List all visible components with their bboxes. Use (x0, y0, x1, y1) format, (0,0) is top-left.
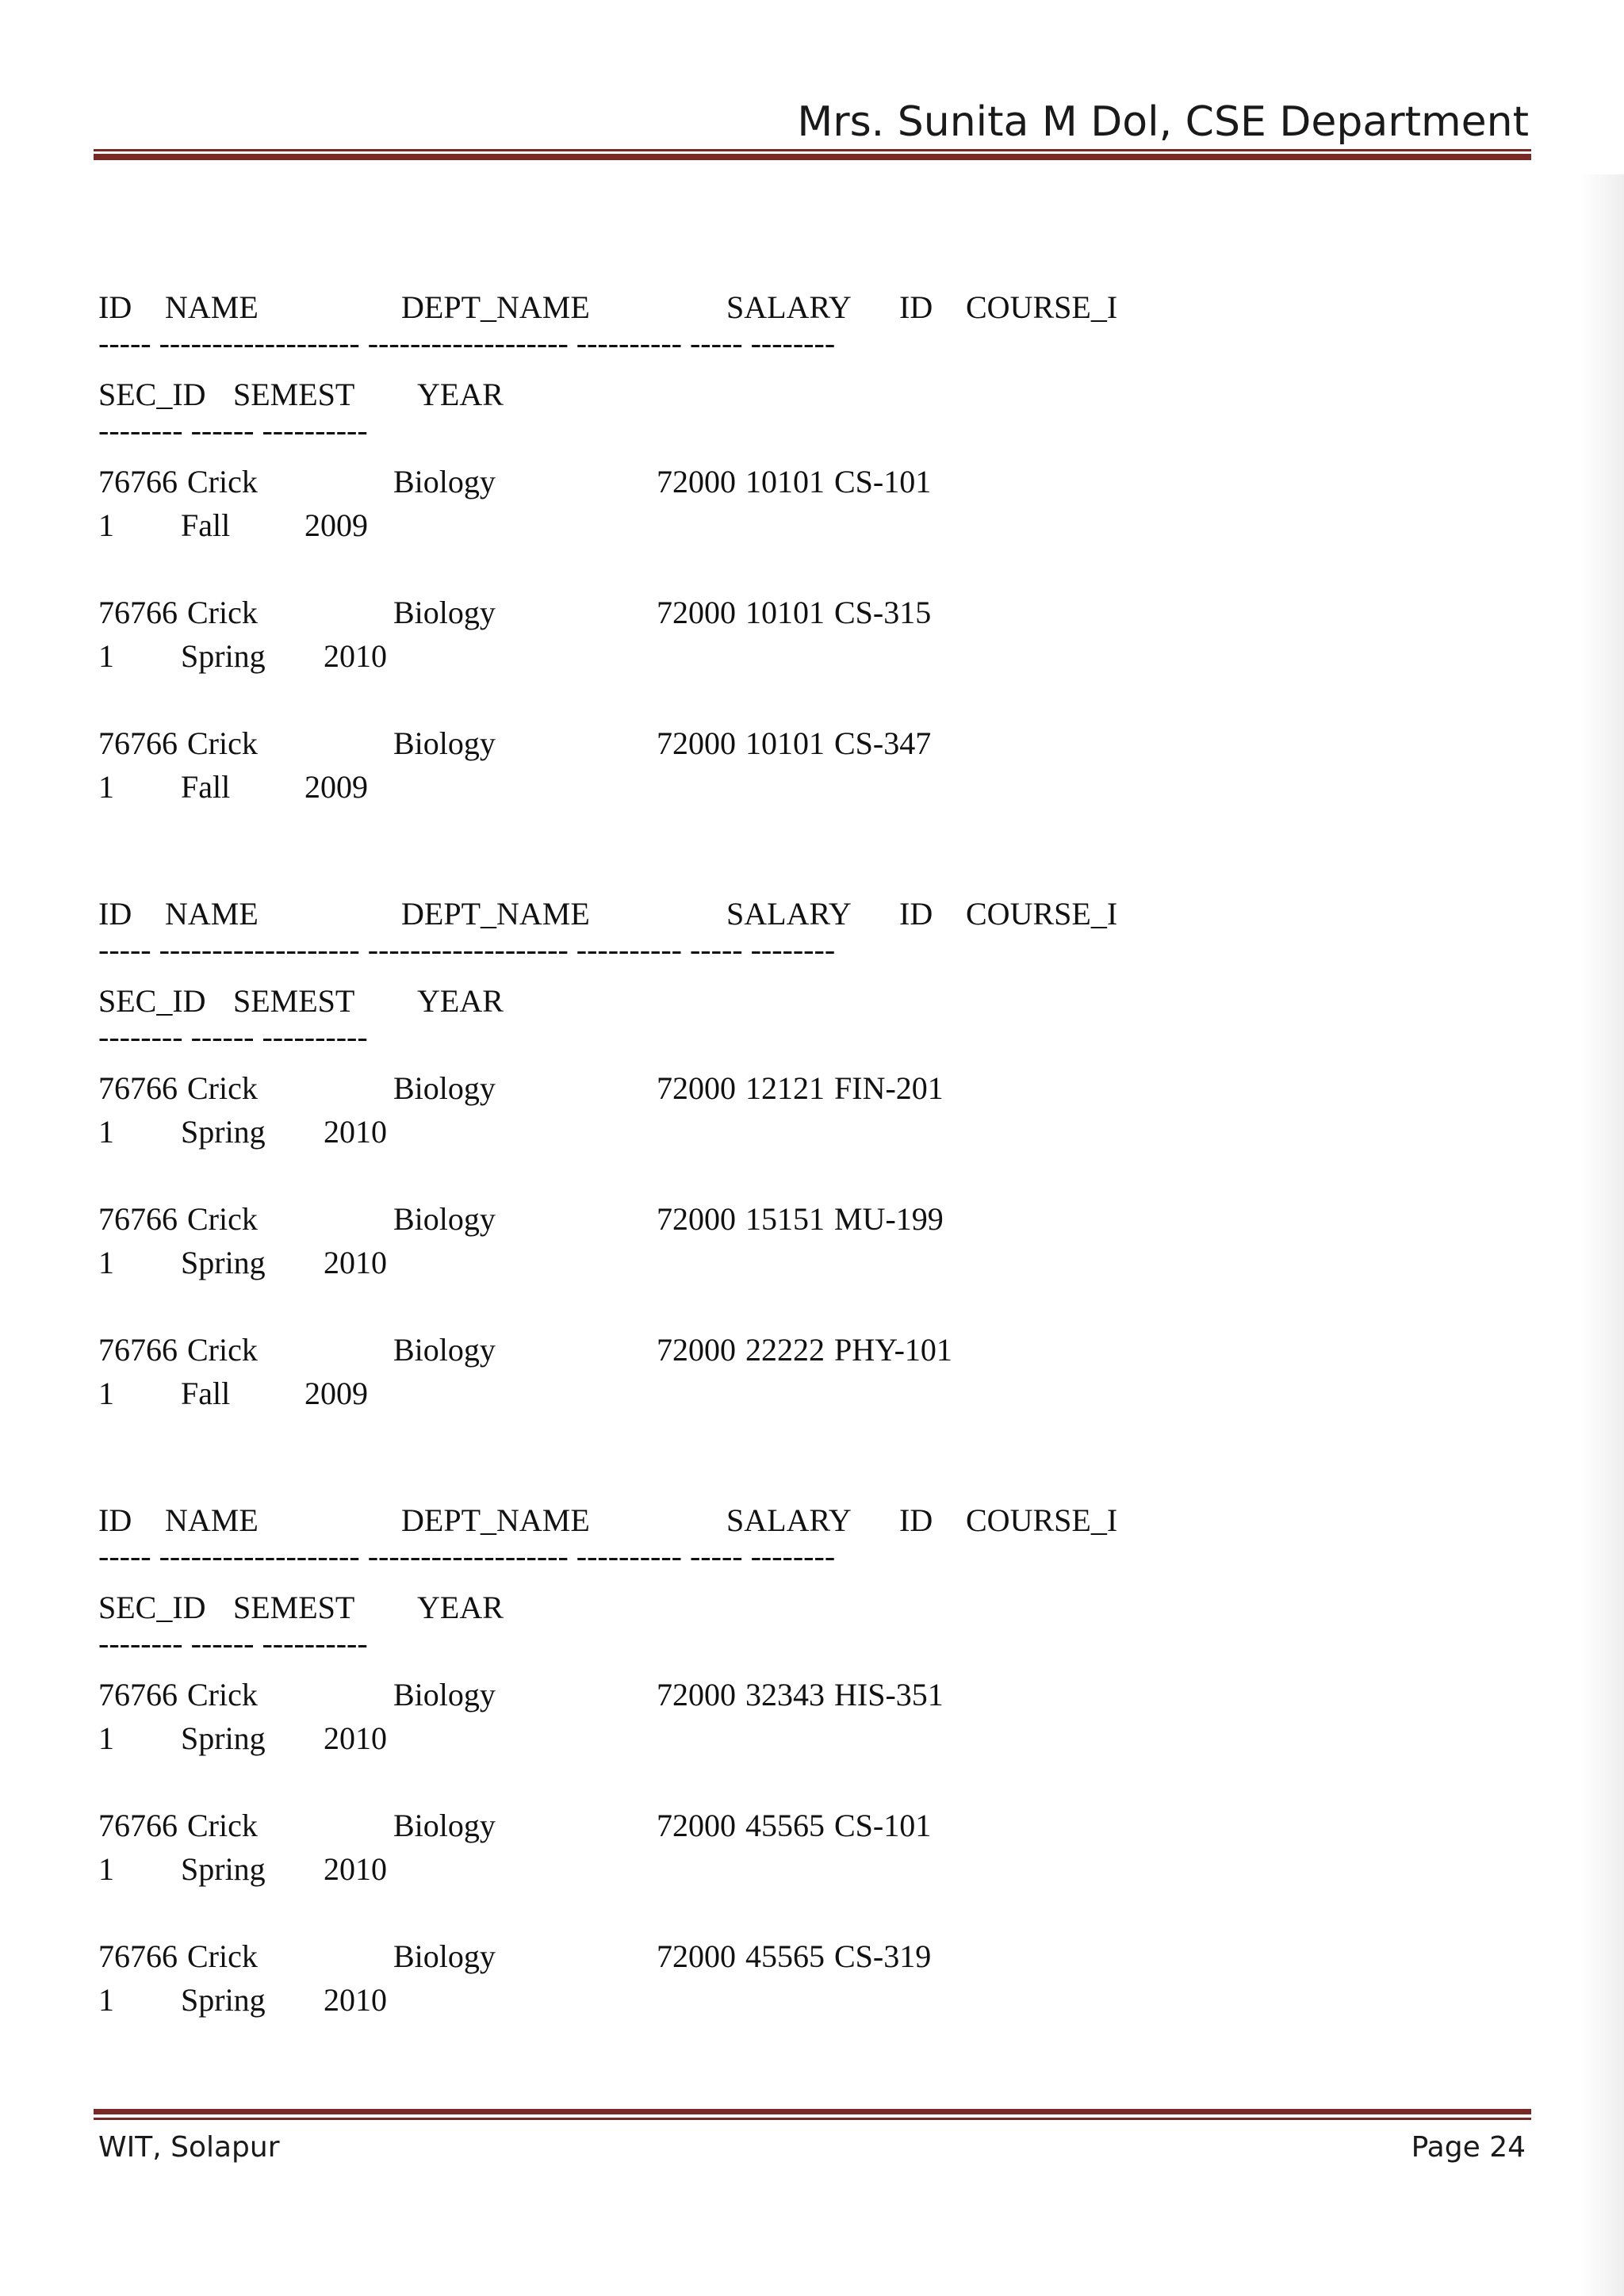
record-salary: 72000 (657, 1201, 736, 1237)
record-year: 2009 (304, 769, 368, 805)
record-dept: Biology (393, 1332, 496, 1368)
record-salary: 72000 (657, 1808, 736, 1843)
record-sem: Fall (181, 1376, 231, 1411)
record-year: 2010 (324, 1245, 387, 1280)
record-course: CS-101 (834, 1808, 932, 1843)
record-name: Crick (187, 725, 258, 761)
record-salary: 72000 (657, 464, 736, 499)
record-instructor-id: 10101 (745, 725, 825, 761)
record-year: 2010 (324, 1982, 387, 2018)
col-sec-header: SEC_ID (98, 377, 206, 412)
record-name: Crick (187, 1332, 258, 1368)
record-dept: Biology (393, 1201, 496, 1237)
record-dept: Biology (393, 1808, 496, 1843)
header-title: Mrs. Sunita M Dol, CSE Department (797, 98, 1529, 146)
col-salary-header: SALARY (726, 289, 852, 325)
col-sec-header: SEC_ID (98, 1590, 206, 1625)
record-course: CS-315 (834, 595, 932, 630)
separator-line: -------- ------ ---------- (98, 1625, 368, 1661)
record-name: Crick (187, 1808, 258, 1843)
col-sec-header: SEC_ID (98, 983, 206, 1019)
col-id-header: ID (98, 896, 132, 932)
record-id: 76766 (98, 1677, 178, 1712)
record-sem: Spring (181, 1114, 266, 1150)
record-sec: 1 (98, 507, 114, 543)
record-course: CS-347 (834, 725, 932, 761)
record-name: Crick (187, 1201, 258, 1237)
record-salary: 72000 (657, 1070, 736, 1106)
record-instructor-id: 10101 (745, 595, 825, 630)
record-dept: Biology (393, 1070, 496, 1106)
col-year-header: YEAR (417, 377, 504, 412)
record-course: PHY-101 (834, 1332, 952, 1368)
record-id: 76766 (98, 725, 178, 761)
record-sec: 1 (98, 1851, 114, 1887)
separator-line: ----- ------------------- ------------------- ---------- ----- -------- (98, 325, 836, 361)
record-sec: 1 (98, 638, 114, 674)
record-course: MU-199 (834, 1201, 944, 1237)
record-name: Crick (187, 464, 258, 499)
record-sem: Fall (181, 769, 231, 805)
col-sem-header: SEMEST (233, 983, 355, 1019)
record-instructor-id: 10101 (745, 464, 825, 499)
record-course: CS-319 (834, 1938, 932, 1974)
record-year: 2009 (304, 507, 368, 543)
record-salary: 72000 (657, 1938, 736, 1974)
record-id: 76766 (98, 1808, 178, 1843)
col-year-header: YEAR (417, 983, 504, 1019)
record-salary: 72000 (657, 725, 736, 761)
record-year: 2010 (324, 638, 387, 674)
footer-institution: WIT, Solapur (98, 2131, 280, 2164)
record-sem: Spring (181, 1245, 266, 1280)
page-edge-shadow (1580, 174, 1624, 2296)
record-sec: 1 (98, 1982, 114, 2018)
record-course: HIS-351 (834, 1677, 944, 1712)
col-sem-header: SEMEST (233, 1590, 355, 1625)
record-instructor-id: 45565 (745, 1938, 825, 1974)
record-instructor-id: 22222 (745, 1332, 825, 1368)
record-instructor-id: 45565 (745, 1808, 825, 1843)
record-name: Crick (187, 1938, 258, 1974)
col-name-header: NAME (165, 1502, 259, 1538)
separator-line: -------- ------ ---------- (98, 1019, 368, 1054)
col-dept-header: DEPT_NAME (401, 896, 590, 932)
record-course: CS-101 (834, 464, 932, 499)
col-name-header: NAME (165, 896, 259, 932)
record-sec: 1 (98, 1720, 114, 1756)
record-id: 76766 (98, 1070, 178, 1106)
record-id: 76766 (98, 464, 178, 499)
record-year: 2010 (324, 1114, 387, 1150)
record-salary: 72000 (657, 595, 736, 630)
record-dept: Biology (393, 464, 496, 499)
col-sem-header: SEMEST (233, 377, 355, 412)
separator-line: ----- ------------------- ------------------- ---------- ----- -------- (98, 932, 836, 967)
col-course-header: COURSE_I (966, 1502, 1118, 1538)
col-course-header: COURSE_I (966, 896, 1118, 932)
record-dept: Biology (393, 1938, 496, 1974)
record-name: Crick (187, 1070, 258, 1106)
col-dept-header: DEPT_NAME (401, 1502, 590, 1538)
record-dept: Biology (393, 1677, 496, 1712)
record-sec: 1 (98, 1114, 114, 1150)
col-id-header: ID (98, 1502, 132, 1538)
record-sem: Spring (181, 1851, 266, 1887)
record-year: 2009 (304, 1376, 368, 1411)
record-name: Crick (187, 595, 258, 630)
col-id2-header: ID (899, 1502, 933, 1538)
separator-line: ----- ------------------- ------------------- ---------- ----- -------- (98, 1538, 836, 1574)
col-id2-header: ID (899, 289, 933, 325)
record-dept: Biology (393, 595, 496, 630)
col-id2-header: ID (899, 896, 933, 932)
record-sec: 1 (98, 1376, 114, 1411)
record-course: FIN-201 (834, 1070, 944, 1106)
record-name: Crick (187, 1677, 258, 1712)
col-year-header: YEAR (417, 1590, 504, 1625)
record-year: 2010 (324, 1720, 387, 1756)
record-instructor-id: 15151 (745, 1201, 825, 1237)
record-dept: Biology (393, 725, 496, 761)
record-sec: 1 (98, 1245, 114, 1280)
record-sem: Spring (181, 638, 266, 674)
col-id-header: ID (98, 289, 132, 325)
record-id: 76766 (98, 595, 178, 630)
record-id: 76766 (98, 1201, 178, 1237)
record-salary: 72000 (657, 1332, 736, 1368)
separator-line: -------- ------ ---------- (98, 412, 368, 448)
col-course-header: COURSE_I (966, 289, 1118, 325)
record-instructor-id: 32343 (745, 1677, 825, 1712)
record-sem: Spring (181, 1982, 266, 2018)
footer-page-number: Page 24 (1411, 2131, 1526, 2164)
record-sem: Fall (181, 507, 231, 543)
col-name-header: NAME (165, 289, 259, 325)
record-salary: 72000 (657, 1677, 736, 1712)
record-instructor-id: 12121 (745, 1070, 825, 1106)
record-sem: Spring (181, 1720, 266, 1756)
record-sec: 1 (98, 769, 114, 805)
record-id: 76766 (98, 1332, 178, 1368)
record-id: 76766 (98, 1938, 178, 1974)
record-year: 2010 (324, 1851, 387, 1887)
col-dept-header: DEPT_NAME (401, 289, 590, 325)
col-salary-header: SALARY (726, 896, 852, 932)
col-salary-header: SALARY (726, 1502, 852, 1538)
